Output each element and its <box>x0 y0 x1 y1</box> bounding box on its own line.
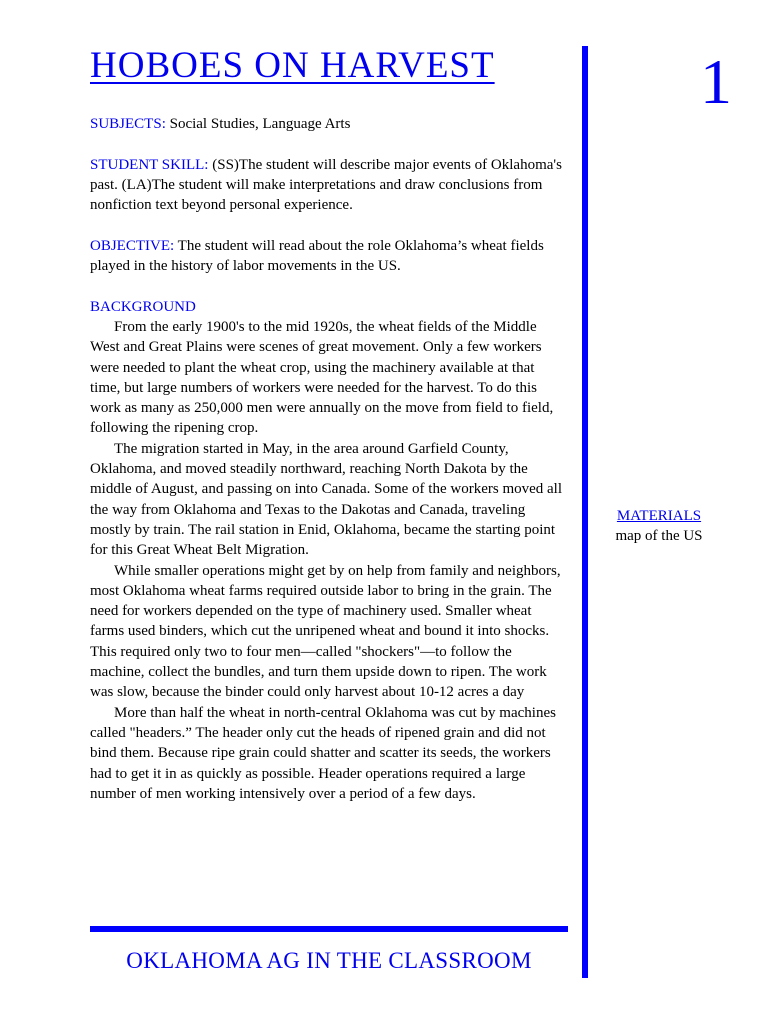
background-paragraph: More than half the wheat in north-central Oklahoma was cut by machines called "headers.” The header only cut the heads of ripened grain and did not bind them. Because ripe grain could shatter and scatter its seeds, the workers had to get it in as quickly as possible. Header operations required a large number of men working intensively over a period of a few days. <box>90 704 556 802</box>
horizontal-blue-rule <box>90 926 568 932</box>
materials-box <box>600 506 718 547</box>
student-skill-label: STUDENT SKILL: <box>90 156 209 173</box>
subjects-label: SUBJECTS: <box>90 116 166 132</box>
objective-label: OBJECTIVE: <box>90 237 175 254</box>
background-paragraph: While smaller operations might get by on help from family and neighbors, most Oklahoma wheat farms required outside labor to bring in the grain. The need for workers depended on the type of machinery used. Smaller wheat farms used binders, which cut the unripened wheat and bound it into shocks. This required only two to four men—called "shockers"—to follow the machine, collect the bundles, and turn them upside down to ripen. The work was slow, because the binder could only harvest about 10-12 acres a day <box>90 562 561 701</box>
footer-text: OKLAHOMA AG IN THE CLASSROOM <box>126 948 532 973</box>
vertical-blue-rule <box>582 46 588 978</box>
background-paragraph: The migration started in May, in the area around Garfield County, Oklahoma, and moved steadily northward, reaching North Dakota by the middle of August, and passing on into Canada. Some of the workers moved all the way from Oklahoma and Texas to the Dakotas and Canada, traveling mostly by train. The rail station in Enid, Oklahoma, became the starting point for this Great Wheat Belt Migration. <box>90 440 563 559</box>
lesson-content <box>90 114 568 804</box>
materials-item: map of the US <box>615 528 703 545</box>
background-paragraph: From the early 1900's to the mid 1920s, the wheat fields of the Middle West and Great Plains were scenes of great movement. Only a few workers were needed to plant the wheat crop, using the machinery available at that time, but large numbers of workers were needed for the harvest. To do this work as many as 250,000 men were annually on the move from field to field, following the ripening crop. <box>90 318 554 437</box>
objective-text: The student will read about the role Oklahoma’s wheat fields played in the history of labor movements in the US. <box>90 237 544 275</box>
subjects-text: Social Studies, Language Arts <box>169 116 351 132</box>
objective-section <box>90 236 568 277</box>
materials-label: MATERIALS <box>616 508 702 524</box>
student-skill-text: (SS)The student will describe major events of Oklahoma's past. (LA)The student will make interpretations and draw conclusions from nonfiction text beyond personal experience. <box>90 156 562 214</box>
student-skill-section <box>90 155 568 216</box>
subjects-section <box>90 114 568 134</box>
page-number: 1 <box>700 46 732 117</box>
page-title: HOBOES ON HARVEST <box>90 45 495 86</box>
background-label: BACKGROUND <box>90 298 196 315</box>
